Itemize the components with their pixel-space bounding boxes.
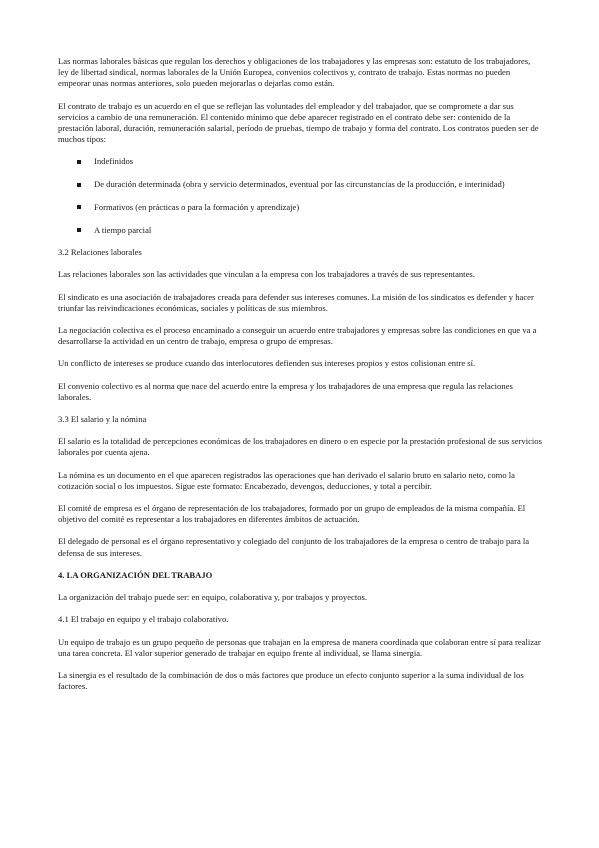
- section-heading-3-2: 3.2 Relaciones laborales: [58, 247, 142, 258]
- section-heading-3-3: 3.3 El salario y la nómina: [58, 414, 147, 425]
- paragraph: Un equipo de trabajo es un grupo pequeño de personas que trabajan en la empresa de manera coordinada que colaboran entre sí para realizar una tarea concreta. El valor superior generado de trabajar en equipo frente al individual, se llama sinergia.: [58, 636, 541, 658]
- paragraph-normas-laborales: Las normas laborales básicas que regulan los derechos y obligaciones de los trabajadores y las empresas son: estatuto de los trabajadores, ley de libertad sindical, normas laborales de la Unión Europea, convenios colectivos y, contrato de trabajo. Estas normas no pueden empeorar unas normas anteriores, solo pueden mejorarlas o dejarlas como están.: [58, 56, 531, 89]
- paragraph: La sinergia es el resultado de la combinación de dos o más factores que produce un efecto conjunto superior a la suma individual de los factores.: [58, 669, 524, 692]
- paragraph: El sindicato es una asociación de trabajadores creada para defender sus intereses comunes. La misión de los sindicatos es defender y hacer triunfar las reivindicaciones económicas, sociales y políticas de sus miembros.: [58, 291, 534, 313]
- document-page: [58, 56, 542, 703]
- paragraph-contrato-trabajo: El contrato de trabajo es un acuerdo en el que se reflejan las voluntades del empleador y del trabajador, que se compromete a dar sus servicios a cambio de una remuneración. El contenido mínimo que debe aparecer registrado en el contrato debe ser: contenido de la prestación laboral, duración, remuneración salarial, período de pruebas, tiempo de trabajo y forma del contrato. Los contratos pueden ser de muchos tipos:: [58, 100, 539, 145]
- contract-types-list: [58, 156, 542, 235]
- paragraph: El comité de empresa es el órgano de representación de los trabajadores, formado por un grupo de empleados de la misma compañía. El objetivo del comité es representar a los trabajadores en diferentes ámbitos de actuación.: [58, 503, 526, 525]
- list-item: A tiempo parcial: [58, 225, 542, 236]
- paragraph: El convenio colectivo es al norma que nace del acuerdo entre la empresa y los trabajadores de una empresa que regula las relaciones laborales.: [58, 380, 513, 402]
- section-heading-4-1: 4.1 El trabajo en equipo y el trabajo colaborativo.: [58, 614, 229, 625]
- list-item: Indefinidos: [58, 156, 542, 167]
- paragraph: Las relaciones laborales son las actividades que vinculan a la empresa con los trabajadores a través de sus representantes.: [58, 269, 475, 280]
- section-heading-4: 4. LA ORGANIZACIÓN DEL TRABAJO: [58, 569, 213, 580]
- paragraph: El delegado de personal es el órgano representativo y colegiado del conjunto de los trabajadores de la empresa o centro de trabajo para la defensa de sus intereses.: [58, 536, 530, 558]
- list-item: Formativos (en prácticas o para la formación y aprendizaje): [58, 202, 542, 213]
- paragraph: La negociación colectiva es el proceso encaminado a conseguir un acuerdo entre trabajadores y empresas sobre las condiciones en que va a desarrollarse la actividad en un centro de trabajo, empresa o grupo de empresas.: [58, 325, 537, 347]
- list-item: De duración determinada (obra y servicio determinados, eventual por las circunstancias de la producción, e interinidad): [58, 179, 542, 190]
- paragraph: La organización del trabajo puede ser: en equipo, colaborativa y, por trabajos y proyectos.: [58, 592, 368, 603]
- paragraph: Un conflicto de intereses se produce cuando dos interlocutores defienden sus intereses propios y estos colisionan entre sí.: [58, 358, 476, 369]
- paragraph: La nómina es un documento en el que aparecen registrados las operaciones que han derivado el salario bruto en salario neto, como la cotización social o los impuestos. Sigue este formato: Encabezado, devengos, deducciones, y total a percibir.: [58, 469, 515, 491]
- paragraph: El salario es la totalidad de percepciones económicas de los trabajadores en dinero o en especie por la prestación profesional de sus servicios laborales por cuenta ajena.: [58, 436, 542, 458]
